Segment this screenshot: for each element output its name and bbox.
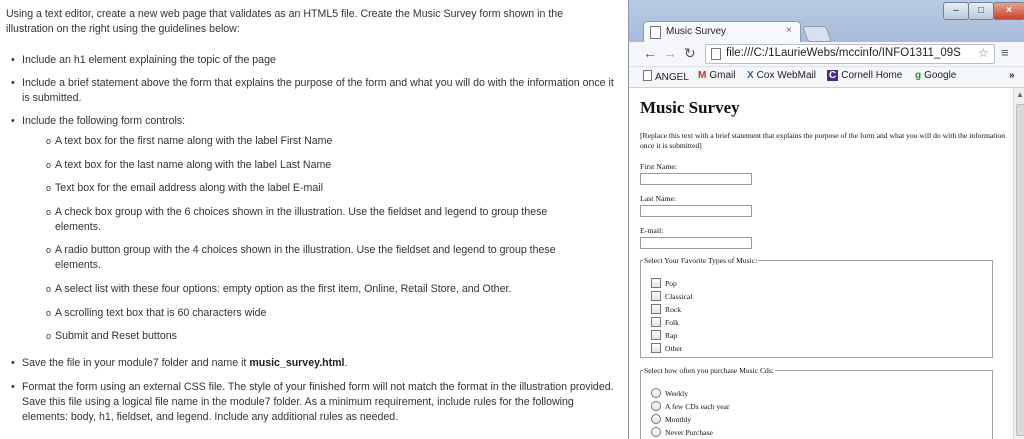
- maximize-button[interactable]: □: [968, 2, 994, 20]
- control-item: o A radio button group with the 4 choices shown in the illustration. Use the fieldset and legend to group these elements.: [55, 243, 595, 273]
- frequency-option[interactable]: [651, 414, 691, 424]
- save-text: Save the file in your module7 folder and name it: [22, 357, 250, 369]
- close-window-button[interactable]: ×: [993, 2, 1024, 20]
- option-label: Weekly: [665, 389, 689, 398]
- navigation-toolbar: [629, 42, 1024, 67]
- more-bookmarks-chevron[interactable]: »: [1009, 70, 1015, 81]
- type-option[interactable]: [651, 330, 677, 340]
- checkbox[interactable]: [651, 278, 661, 288]
- google-icon: g: [915, 70, 922, 81]
- gmail-icon: M: [698, 70, 707, 81]
- guideline-controls: • Include the following form controls:: [22, 114, 620, 129]
- type-option[interactable]: [651, 291, 692, 301]
- purchase-frequency-legend: Select how often you purchase Music Cds:: [644, 366, 774, 375]
- browser-tab[interactable]: [643, 21, 801, 43]
- instructions-intro: Using a text editor, create a new web page that validates as an HTML5 file. Create the Music Survey form shown in the illustration on the right using the guidelines below:: [6, 8, 564, 35]
- type-option[interactable]: [651, 304, 681, 314]
- type-option[interactable]: [651, 317, 679, 327]
- tab-close-icon[interactable]: ×: [786, 25, 792, 36]
- music-types-fieldset: [640, 256, 993, 358]
- cornell-icon: C: [829, 70, 837, 81]
- bookmark-label: Cornell Home: [841, 70, 903, 81]
- first-name-label: First Name:: [640, 162, 678, 171]
- type-option[interactable]: [651, 343, 682, 353]
- cox-icon: X: [747, 70, 754, 81]
- option-label: A few CDs each year: [665, 402, 730, 411]
- bookmark-angel[interactable]: [643, 70, 689, 83]
- bookmark-cornell-home[interactable]: [827, 70, 902, 81]
- bookmark-gmail[interactable]: [698, 70, 735, 81]
- scroll-up-arrow-icon[interactable]: ▲: [1016, 90, 1024, 99]
- bookmark-google[interactable]: [915, 70, 956, 81]
- minimize-button[interactable]: –: [943, 2, 969, 20]
- frequency-option[interactable]: [651, 401, 730, 411]
- frequency-option[interactable]: [651, 427, 713, 437]
- page-viewport: [629, 88, 1013, 439]
- control-item: o A check box group with the 6 choices shown in the illustration. Use the fieldset and legend to group these elements.: [55, 205, 595, 235]
- type-option[interactable]: [651, 278, 677, 288]
- bookmarks-bar: [629, 67, 1024, 88]
- radio-button[interactable]: [651, 414, 661, 424]
- browser-window: [628, 0, 1024, 439]
- control-item: o Text box for the email address along with the label E-mail: [55, 181, 595, 196]
- option-label: Classical: [665, 292, 693, 301]
- bookmark-label: Gmail: [709, 70, 736, 81]
- radio-button[interactable]: [651, 427, 661, 437]
- reload-icon[interactable]: ↻: [684, 45, 696, 61]
- control-item: o A scrolling text box that is 60 characters wide: [55, 306, 595, 321]
- scrollbar-thumb[interactable]: [1016, 104, 1024, 436]
- page-title: Music Survey: [640, 98, 740, 117]
- control-item: o A text box for the first name along with the label First Name: [55, 134, 595, 149]
- checkbox[interactable]: [651, 330, 661, 340]
- email-input[interactable]: [640, 237, 752, 249]
- radio-button[interactable]: [651, 401, 661, 411]
- title-bar: [629, 0, 1024, 42]
- vertical-scrollbar[interactable]: [1013, 88, 1024, 439]
- option-label: Pop: [665, 279, 677, 288]
- save-suffix: .: [344, 357, 348, 369]
- option-label: Rock: [665, 305, 682, 314]
- checkbox[interactable]: [651, 304, 661, 314]
- music-types-legend: Select Your Favorite Types of Music:: [644, 256, 758, 265]
- page-icon: [711, 48, 721, 60]
- bookmark-label: Google: [924, 70, 957, 81]
- radio-button[interactable]: [651, 388, 661, 398]
- page-icon: [643, 70, 652, 81]
- address-bar[interactable]: [705, 44, 995, 64]
- option-label: Never Purchase: [665, 428, 713, 437]
- first-name-input[interactable]: [640, 173, 752, 185]
- control-item: o Submit and Reset buttons: [55, 329, 595, 344]
- guideline-save: [22, 356, 620, 371]
- control-item: o A select list with these four options: empty option as the first item, Online, Retail Store, and Other.: [55, 282, 595, 297]
- option-label: Monthly: [665, 415, 692, 424]
- save-filename: music_survey.html: [249, 357, 345, 369]
- guideline-statement: • Include a brief statement above the form that explains the purpose of the form and what you will do with the information once it is submitted.: [22, 76, 620, 106]
- bookmark-label: ANGEL: [655, 72, 689, 83]
- page-icon: [650, 26, 661, 39]
- url-text: file:///C:/1LaurieWebs/mccinfo/INFO1311_09S: [726, 47, 961, 59]
- purchase-frequency-fieldset: [640, 366, 993, 439]
- checkbox[interactable]: [651, 343, 661, 353]
- last-name-input[interactable]: [640, 205, 752, 217]
- bookmark-label: Cox WebMail: [756, 70, 816, 81]
- option-label: Other: [665, 344, 683, 353]
- tab-title: Music Survey: [666, 26, 727, 37]
- bookmark-star-icon[interactable]: ☆: [978, 46, 989, 60]
- last-name-label: Last Name:: [640, 194, 677, 203]
- email-label: E-mail:: [640, 226, 664, 235]
- new-tab-button[interactable]: [802, 26, 832, 42]
- option-label: Folk: [665, 318, 679, 327]
- option-label: Rap: [665, 331, 678, 340]
- menu-icon[interactable]: ≡: [1001, 45, 1009, 60]
- back-arrow-icon[interactable]: ←: [643, 45, 657, 61]
- purpose-statement: [Replace this text with a brief statement that explains the purpose of the form and what you will do with the information once it is submitted]: [640, 131, 1006, 150]
- control-item: o A text box for the last name along with the label Last Name: [55, 158, 595, 173]
- bookmark-cox-webmail[interactable]: [747, 70, 816, 81]
- frequency-option[interactable]: [651, 388, 688, 398]
- guideline-h1: • Include an h1 element explaining the topic of the page: [22, 53, 620, 68]
- checkbox[interactable]: [651, 317, 661, 327]
- forward-arrow-icon[interactable]: →: [663, 45, 677, 61]
- guideline-css: • Format the form using an external CSS file. The style of your finished form will not match the format in the illustration provided. Save this file using a logical file name in the module7 folder. As a minimum requirement, include rules for the following elements: body, h1, fieldset, and legend. Include any additional rules as needed.: [22, 380, 620, 425]
- checkbox[interactable]: [651, 291, 661, 301]
